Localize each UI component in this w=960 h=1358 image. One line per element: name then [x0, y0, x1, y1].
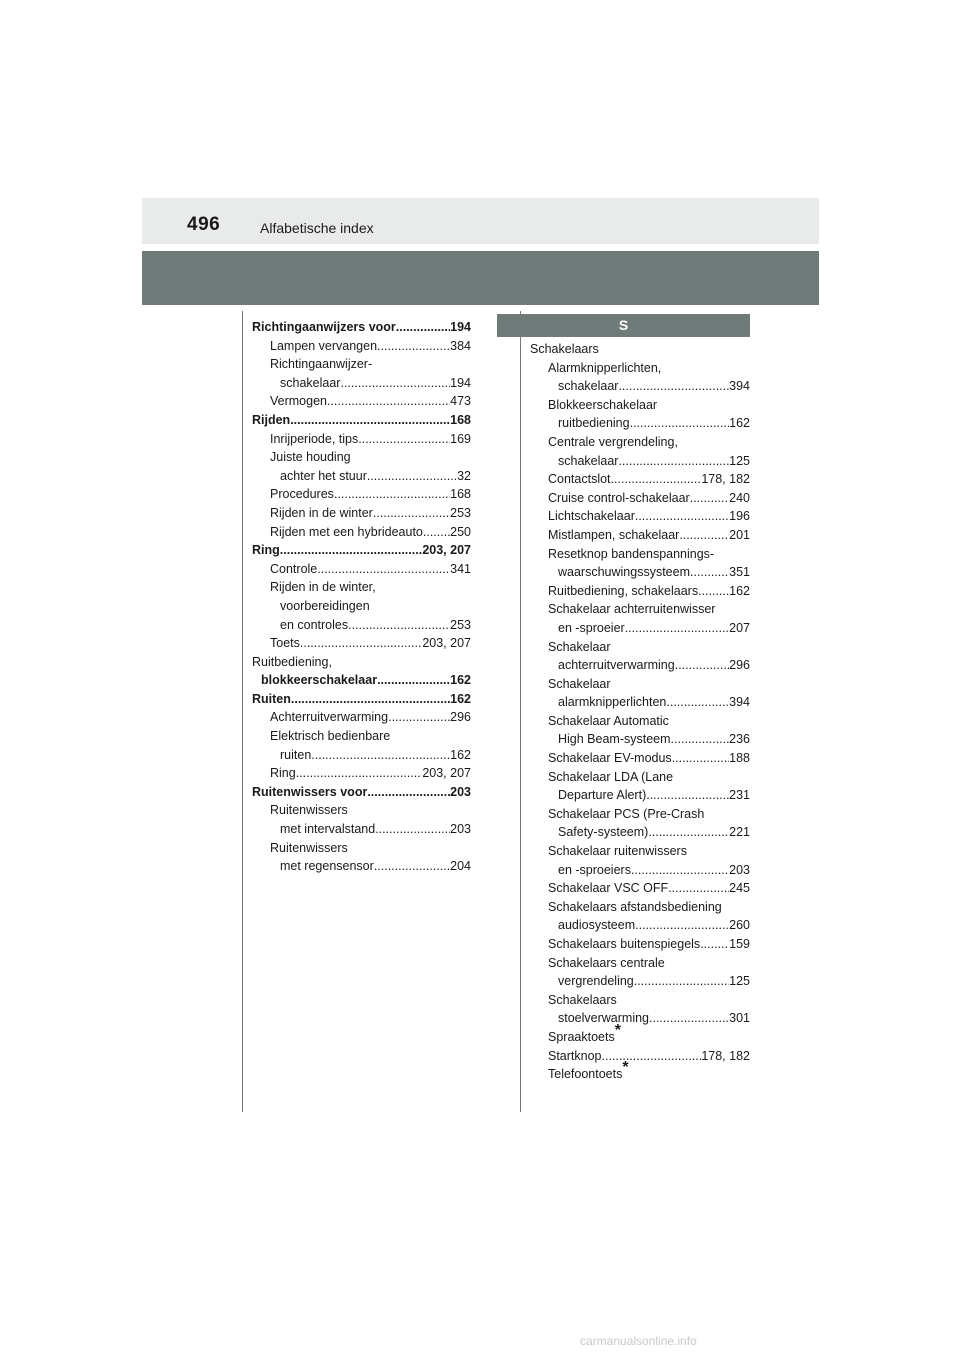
index-term: Ruitenwissers: [270, 803, 348, 818]
index-term: vergrendeling: [558, 974, 634, 989]
index-term: Schakelaars centrale: [548, 955, 665, 970]
page-reference: 203: [450, 822, 471, 837]
index-entry: [530, 879, 750, 898]
index-term: Rijden: [252, 412, 291, 427]
dot-leader: [611, 470, 702, 489]
index-entry: [530, 749, 750, 768]
index-entry: [530, 507, 750, 526]
index-entry: [252, 467, 471, 486]
dot-leader: [700, 935, 729, 954]
index-column-right: [530, 340, 750, 1084]
page-reference: 253: [450, 617, 471, 632]
index-entry: [530, 730, 750, 749]
index-term: met intervalstand: [280, 822, 376, 837]
dot-leader: [679, 526, 729, 545]
page-reference: 204: [450, 859, 471, 874]
index-entry: [530, 414, 750, 433]
dot-leader: [374, 857, 450, 876]
page-reference: 207: [729, 620, 750, 635]
index-entry: [530, 693, 750, 712]
dot-leader: [635, 507, 729, 526]
index-entry: [530, 433, 750, 452]
index-term: Centrale vergrendeling,: [548, 434, 678, 449]
index-term: en -sproeiers: [558, 862, 631, 877]
dot-leader: [675, 656, 729, 675]
page-reference: 253: [450, 505, 471, 520]
index-term: Ruitenwissers: [270, 840, 348, 855]
page-reference: 203: [729, 862, 750, 877]
index-entry: [530, 340, 750, 359]
index-entry: [252, 430, 471, 449]
index-entry: [530, 861, 750, 880]
index-entry: [252, 708, 471, 727]
index-entry: [252, 523, 471, 542]
dot-leader: [396, 318, 450, 337]
page-reference: 231: [729, 788, 750, 803]
index-term: Mistlampen, schakelaar: [548, 527, 680, 542]
page-reference: 260: [729, 918, 750, 933]
index-term: Schakelaar Automatic: [548, 713, 669, 728]
page-reference: 351: [729, 565, 750, 580]
header-band: [142, 251, 819, 305]
page-reference: 178, 182: [701, 472, 750, 487]
index-term: Schakelaar ruitenwissers: [548, 844, 687, 859]
page-reference: 125: [729, 974, 750, 989]
page-reference: 201: [729, 527, 750, 542]
dot-leader: [666, 693, 729, 712]
dot-leader: [423, 523, 450, 542]
index-term: Schakelaar EV-modus: [548, 751, 672, 766]
page-reference: 203, 207: [422, 636, 471, 651]
dot-leader: [634, 972, 729, 991]
index-entry: [252, 839, 471, 858]
index-term: Richtingaanwijzer-: [270, 357, 373, 372]
index-entry: [252, 578, 471, 597]
index-entry: [252, 783, 471, 802]
index-entry: [530, 489, 750, 508]
index-entry: [252, 634, 471, 653]
index-term: Departure Alert): [558, 788, 647, 803]
index-term: ruiten: [280, 747, 312, 762]
dot-leader: [690, 489, 729, 508]
dot-leader: [296, 764, 423, 783]
dot-leader: [671, 730, 730, 749]
page-reference: 162: [729, 416, 750, 431]
section-title: Alfabetische index: [260, 220, 374, 236]
dot-leader: [373, 504, 450, 523]
index-term: ruitbediening: [558, 416, 630, 431]
index-entry: [252, 504, 471, 523]
index-entry: [530, 768, 750, 787]
middle-column-rule: [520, 311, 521, 1112]
dot-leader: [290, 411, 450, 430]
index-term: Ring: [270, 766, 296, 781]
dot-leader: [327, 392, 450, 411]
index-term: blokkeerschakelaar: [261, 673, 378, 688]
index-entry: [530, 377, 750, 396]
page-reference: 168: [450, 487, 471, 502]
index-term: schakelaar: [558, 379, 619, 394]
page-reference: 394: [729, 695, 750, 710]
page-reference: 162: [450, 691, 471, 706]
index-term: Safety-systeem): [558, 825, 649, 840]
index-entry: [252, 671, 471, 690]
dot-leader: [348, 616, 450, 635]
index-term: Cruise control-schakelaar: [548, 490, 690, 505]
index-term: Rijden in de winter: [270, 505, 373, 520]
left-column-rule: [242, 311, 243, 1112]
index-entry: [252, 746, 471, 765]
index-term: Richtingaanwijzers voor: [252, 320, 396, 334]
page-reference: 341: [450, 561, 471, 576]
index-entry: [530, 582, 750, 601]
index-term: Schakelaars afstandsbediening: [548, 899, 722, 914]
index-term: High Beam-systeem: [558, 732, 671, 747]
dot-leader: [358, 430, 450, 449]
index-column-left: [252, 318, 471, 876]
dot-leader: [690, 563, 729, 582]
page-reference: 178, 182: [701, 1048, 750, 1063]
index-entry: [530, 656, 750, 675]
index-term: Schakelaar: [548, 639, 611, 654]
dot-leader: [300, 634, 422, 653]
index-entry: [530, 396, 750, 415]
index-term: Juiste houding: [270, 450, 351, 465]
index-term: Rijden in de winter,: [270, 580, 376, 595]
index-entry: [530, 1009, 750, 1028]
index-term: schakelaar: [280, 375, 341, 390]
dot-leader: [317, 560, 450, 579]
index-letter-heading: S: [497, 314, 750, 337]
index-term: Controle: [270, 561, 318, 576]
index-entry: [252, 337, 471, 356]
index-term: en controles: [280, 617, 349, 632]
index-entry: [530, 991, 750, 1010]
dot-leader: [649, 1009, 729, 1028]
watermark: carmanualsonline.info: [580, 1334, 697, 1348]
index-term: Lampen vervangen: [270, 338, 378, 353]
page-reference: 236: [729, 732, 750, 747]
index-entry: [252, 764, 471, 783]
index-entry: [530, 972, 750, 991]
dot-leader: [602, 1047, 702, 1066]
index-term: achter het stuur: [280, 468, 367, 483]
page-reference: 221: [729, 825, 750, 840]
index-term: Schakelaar: [548, 676, 611, 691]
footnote-asterisk: *: [614, 1021, 621, 1039]
index-entry: [252, 374, 471, 393]
index-term: Schakelaars: [530, 342, 599, 356]
dot-leader: [625, 619, 729, 638]
dot-leader: [635, 916, 729, 935]
index-term: Procedures: [270, 487, 334, 502]
page-reference: 194: [450, 375, 471, 390]
index-term: Blokkeerschakelaar: [548, 397, 658, 412]
index-entry: [530, 805, 750, 824]
index-term: audiosysteem: [558, 918, 636, 933]
index-entry: [530, 712, 750, 731]
page-reference: 394: [729, 379, 750, 394]
index-term: Startknop: [548, 1048, 602, 1063]
index-entry: [530, 563, 750, 582]
index-entry: [530, 935, 750, 954]
page-reference: 32: [457, 468, 471, 483]
dot-leader: [672, 749, 729, 768]
dot-leader: [698, 582, 729, 601]
index-term: Inrijperiode, tips: [270, 431, 359, 446]
index-term: met regensensor: [280, 859, 374, 874]
dot-leader: [340, 374, 450, 393]
index-term: stoelverwarming: [558, 1011, 650, 1026]
page-reference: 196: [729, 509, 750, 524]
index-term: Lichtschakelaar: [548, 509, 635, 524]
index-entry: [530, 954, 750, 973]
index-term: Spraaktoets: [548, 1029, 615, 1044]
page-reference: 188: [729, 751, 750, 766]
index-entry: [252, 485, 471, 504]
index-term: Schakelaar VSC OFF: [548, 881, 669, 896]
footnote-asterisk: *: [622, 1059, 629, 1076]
index-entry: [252, 560, 471, 579]
page-reference: 125: [729, 453, 750, 468]
index-term: achterruitverwarming: [558, 658, 675, 673]
index-entry: [252, 690, 471, 709]
index-entry: [252, 857, 471, 876]
page-reference: 194: [450, 320, 471, 334]
index-term: Vermogen: [270, 394, 327, 409]
index-entry: [530, 1047, 750, 1066]
index-entry: [530, 898, 750, 917]
page-reference: 250: [450, 524, 471, 539]
index-term: Resetknop bandenspannings-: [548, 546, 715, 561]
index-term: voorbereidingen: [280, 598, 370, 613]
dot-leader: [646, 786, 729, 805]
page-reference: 301: [729, 1011, 750, 1026]
dot-leader: [280, 541, 423, 560]
index-entry: [530, 786, 750, 805]
index-term: Toets: [270, 636, 300, 651]
page-reference: 384: [450, 338, 471, 353]
page-reference: 296: [450, 710, 471, 725]
index-entry: [530, 600, 750, 619]
dot-leader: [668, 879, 729, 898]
index-entry: [252, 653, 471, 672]
index-term: Alarmknipperlichten,: [548, 360, 662, 375]
index-entry: [252, 597, 471, 616]
index-entry: [530, 545, 750, 564]
index-term: schakelaar: [558, 453, 619, 468]
index-entry: [530, 526, 750, 545]
dot-leader: [631, 861, 729, 880]
index-term: Ruiten: [252, 691, 291, 706]
index-term: en -sproeier: [558, 620, 625, 635]
dot-leader: [291, 690, 450, 709]
index-entry: [530, 452, 750, 471]
index-entry: [530, 823, 750, 842]
index-entry: [252, 411, 471, 430]
index-term: waarschuwingssysteem: [558, 565, 690, 580]
page-number: 496: [187, 214, 221, 235]
page-reference: 296: [729, 658, 750, 673]
page-reference: 473: [450, 394, 471, 409]
index-entry: [252, 355, 471, 374]
index-term: Ruitenwissers voor: [252, 784, 368, 799]
index-entry: [530, 842, 750, 861]
page-reference: 203: [450, 784, 471, 799]
index-term: Ruitbediening, schakelaars: [548, 583, 699, 598]
index-entry: [530, 675, 750, 694]
index-term: Telefoontoets: [548, 1067, 623, 1082]
index-entry: [252, 820, 471, 839]
index-term: Ring: [252, 543, 280, 558]
index-entry: [252, 616, 471, 635]
index-entry: [252, 541, 471, 560]
index-term: Schakelaar PCS (Pre-Crash: [548, 806, 705, 821]
index-entry: [530, 1059, 750, 1084]
index-entry: [530, 619, 750, 638]
index-entry: [252, 801, 471, 820]
dot-leader: [367, 467, 457, 486]
index-term: Elektrisch bedienbare: [270, 729, 391, 744]
dot-leader: [377, 337, 450, 356]
page-reference: 169: [450, 431, 471, 446]
index-term: Schakelaar LDA (Lane: [548, 769, 674, 784]
header-bar: [142, 198, 819, 244]
dot-leader: [618, 452, 729, 471]
page-reference: 203, 207: [422, 766, 471, 781]
dot-leader: [367, 783, 450, 802]
index-entry: [530, 638, 750, 657]
dot-leader: [388, 708, 450, 727]
page-reference: 162: [450, 747, 471, 762]
page-reference: 203, 207: [422, 543, 471, 558]
index-term: Achterruitverwarming: [270, 710, 389, 725]
index-entry: [252, 727, 471, 746]
index-term: Schakelaars: [548, 992, 617, 1007]
page-reference: 162: [729, 583, 750, 598]
dot-leader: [375, 820, 450, 839]
dot-leader: [630, 414, 730, 433]
index-term: alarmknipperlichten: [558, 695, 667, 710]
index-entry: [530, 1021, 750, 1047]
dot-leader: [377, 671, 450, 690]
index-term: Contactslot: [548, 472, 611, 487]
index-entry: [530, 470, 750, 489]
index-entry: [252, 392, 471, 411]
index-term: Ruitbediening,: [252, 654, 332, 669]
dot-leader: [618, 377, 729, 396]
index-entry: [530, 359, 750, 378]
page-reference: 162: [450, 673, 471, 688]
index-entry: [252, 318, 471, 337]
page-reference: 245: [729, 881, 750, 896]
page-reference: 159: [729, 937, 750, 951]
dot-leader: [311, 746, 450, 765]
index-entry: [252, 448, 471, 467]
index-term: Schakelaars buitenspiegels: [548, 937, 701, 951]
page-reference: 240: [729, 490, 750, 505]
index-entry: [530, 916, 750, 935]
page-reference: 168: [450, 412, 471, 427]
dot-leader: [334, 485, 450, 504]
index-term: Schakelaar achterruitenwisser: [548, 602, 716, 617]
dot-leader: [648, 823, 729, 842]
index-term: Rijden met een hybrideauto: [270, 524, 423, 539]
